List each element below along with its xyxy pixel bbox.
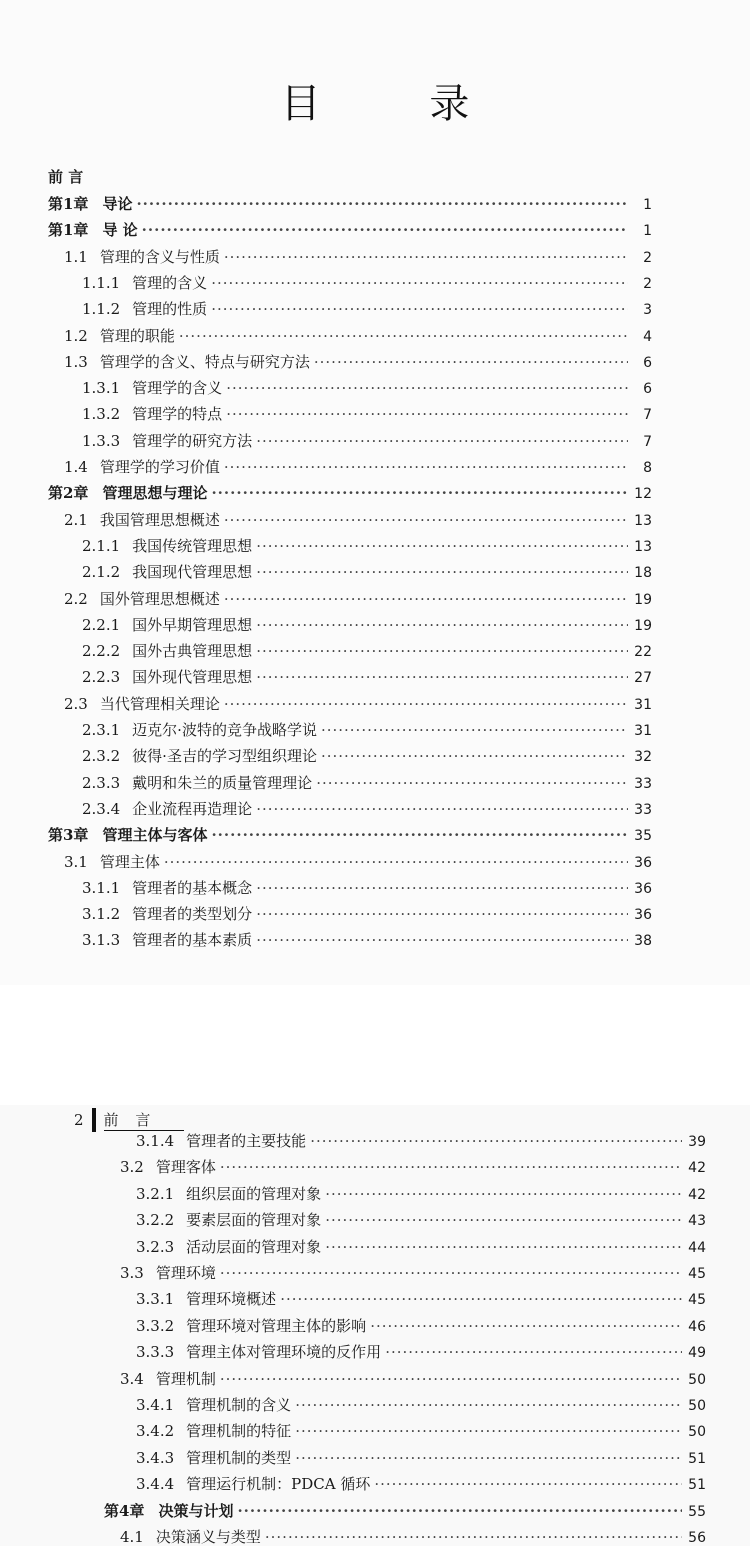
toc-leader-dots — [321, 747, 628, 765]
toc-leader-dots — [136, 195, 628, 213]
toc-leader-dots — [179, 327, 628, 345]
toc-leader-dots — [321, 721, 628, 739]
running-head-page-number: 2 — [74, 1111, 84, 1129]
toc-entry-page: 51 — [688, 1450, 706, 1467]
toc-entry — [64, 351, 652, 375]
toc-entry-page: 35 — [634, 828, 652, 845]
toc-entry — [136, 1473, 706, 1497]
toc-entry-title: 管理机制 — [155, 1369, 216, 1388]
toc-page-2 — [0, 1105, 750, 1546]
toc-entry — [82, 272, 652, 296]
toc-entry-page: 56 — [688, 1530, 706, 1546]
toc-entry-page: 31 — [634, 723, 652, 739]
toc-entry-page: 50 — [688, 1398, 706, 1414]
toc-entry-page: 42 — [688, 1186, 706, 1203]
toc-entry-title: 管理主体 — [99, 852, 160, 871]
toc-entry-number: 3.1 — [64, 852, 88, 871]
toc-entry-number: 1.3.2 — [82, 405, 121, 424]
toc-entry — [120, 1368, 706, 1392]
toc-entry — [120, 1262, 706, 1286]
toc-entry-page: 19 — [634, 617, 652, 634]
toc-entry-number: 3.4.2 — [136, 1422, 175, 1441]
toc-entry — [82, 798, 652, 822]
toc-entry — [64, 851, 652, 875]
toc-entry — [82, 877, 652, 901]
toc-entry — [48, 824, 652, 848]
toc-entry-page: 1 — [643, 197, 652, 213]
toc-entry-page: 3 — [643, 302, 652, 319]
toc-leader-dots — [256, 537, 628, 555]
toc-leader-dots — [256, 931, 628, 949]
toc-entry-title: 管理环境概述 — [186, 1290, 277, 1309]
toc-entry-page: 50 — [688, 1371, 706, 1388]
toc-entry — [82, 772, 652, 796]
toc-entry-title: 管理学的含义 — [132, 379, 223, 398]
toc-entry-number: 第3章 — [48, 826, 89, 845]
toc-entry-number: 第4章 — [104, 1501, 145, 1520]
toc-entry-number: 3.2.1 — [136, 1184, 175, 1203]
toc-entry-title: 管理机制的含义 — [186, 1396, 292, 1414]
toc-entry-number: 3.4.4 — [136, 1475, 175, 1494]
toc-entry-page: 32 — [634, 749, 652, 766]
toc-entry-title: 管理学的特点 — [132, 405, 223, 424]
toc-entry-number: 2.1 — [64, 510, 88, 529]
toc-leader-dots — [224, 590, 628, 608]
toc-entry — [64, 588, 652, 612]
toc-entry-title: 管理者的类型划分 — [132, 905, 253, 924]
toc-entry-page: 1 — [643, 223, 652, 240]
toc-entry — [104, 1500, 706, 1524]
toc-leader-dots — [280, 1290, 682, 1308]
toc-entry-title: 决策与计划 — [158, 1501, 234, 1520]
toc-leader-dots — [224, 511, 628, 529]
toc-leader-dots — [220, 1158, 682, 1176]
toc-leader-dots — [256, 432, 628, 450]
toc-entry-page: 12 — [634, 486, 652, 503]
toc-entry-title: 管理机制的特征 — [186, 1422, 292, 1441]
toc-entry-number: 3.1.1 — [82, 878, 121, 897]
toc-entry-number: 3.2.3 — [136, 1237, 175, 1256]
toc-entry — [48, 482, 652, 506]
toc-entry-title: 管理的含义 — [132, 273, 208, 292]
toc-entry-page: 2 — [643, 249, 652, 266]
toc-entry — [64, 246, 652, 270]
toc-entry-number: 3.3.1 — [136, 1290, 175, 1309]
toc-leader-dots — [295, 1422, 682, 1440]
toc-entry-number: 2.3 — [64, 694, 88, 713]
toc-entry-number: 1.2 — [64, 326, 88, 345]
toc-entry-title: 管理的性质 — [132, 300, 208, 319]
toc-entry-page: 38 — [634, 933, 652, 950]
toc-entry-title: 导论 — [102, 195, 133, 213]
toc-entry-number: 3.1.4 — [136, 1132, 175, 1150]
toc-entry — [136, 1447, 706, 1471]
toc-entry-number: 2.2.1 — [82, 615, 121, 634]
toc-entry — [136, 1183, 706, 1207]
toc-entry-page: 18 — [634, 565, 652, 582]
toc-entry — [136, 1209, 706, 1233]
toc-entry-page: 49 — [688, 1345, 706, 1362]
toc-leader-dots — [256, 800, 628, 818]
toc-leader-dots — [310, 1132, 682, 1150]
toc-leader-dots — [314, 353, 628, 371]
toc-entry-title: 我国现代管理思想 — [132, 563, 253, 582]
toc-leader-dots — [211, 300, 628, 318]
toc-entry-title: 管理主体与客体 — [102, 826, 208, 845]
toc-entry-page: 7 — [643, 433, 652, 450]
toc-entry — [82, 430, 652, 454]
toc-entry — [82, 614, 652, 638]
toc-leader-dots — [142, 221, 628, 239]
toc-entry-number: 2.2.2 — [82, 642, 121, 661]
toc-entry-page: 36 — [634, 880, 652, 897]
toc-entry-number: 2.1.2 — [82, 563, 121, 582]
toc-entry-page: 44 — [688, 1239, 706, 1256]
toc-entry — [136, 1341, 706, 1365]
toc-entry-page: 7 — [643, 407, 652, 424]
toc-entry-number: 第1章 — [48, 221, 89, 240]
toc-entry — [64, 456, 652, 480]
toc-entry-title: 导 论 — [102, 221, 138, 240]
toc-leader-dots — [265, 1528, 682, 1546]
toc-entry-page: 45 — [688, 1266, 706, 1282]
toc-entry-title: 企业流程再造理论 — [132, 799, 253, 818]
toc-entry-number: 第2章 — [48, 484, 89, 503]
toc-entry-title: 要素层面的管理对象 — [186, 1211, 322, 1230]
toc-entry — [82, 640, 652, 664]
toc-leader-dots — [256, 905, 628, 923]
toc-entry-number: 3.2 — [120, 1158, 144, 1177]
toc-entry — [136, 1236, 706, 1260]
toc-entry-number: 1.3 — [64, 352, 88, 371]
toc-entry — [82, 903, 652, 927]
toc-entry-page: 39 — [688, 1134, 706, 1150]
toc-entry — [136, 1288, 706, 1312]
toc-leader-dots — [220, 1264, 682, 1282]
toc-entry-title: 国外管理思想概述 — [99, 589, 220, 608]
toc-leader-dots — [256, 642, 628, 660]
toc-entry-title: 彼得·圣吉的学习型组织理论 — [132, 747, 317, 766]
toc-entry-page: 55 — [688, 1503, 706, 1520]
toc-leader-dots — [325, 1185, 682, 1203]
toc-leader-dots — [226, 379, 628, 397]
toc-entry-page: 31 — [634, 696, 652, 713]
toc-leader-dots — [211, 484, 628, 502]
toc-entry — [82, 719, 652, 743]
toc-preface: 前 言 — [48, 168, 84, 186]
toc-entry-title: 决策涵义与类型 — [155, 1528, 261, 1546]
toc-entry-number: 3.3.3 — [136, 1343, 175, 1362]
toc-entry-number: 2.2.3 — [82, 668, 121, 687]
toc-entry-page: 46 — [688, 1318, 706, 1335]
toc-entry-number: 2.2 — [64, 589, 88, 608]
toc-entry-title: 我国管理思想概述 — [99, 510, 220, 529]
page-gap — [0, 985, 750, 1105]
toc-entry-title: 国外现代管理思想 — [132, 668, 253, 687]
toc-entry — [82, 929, 652, 953]
toc-entry-title: 组织层面的管理对象 — [186, 1184, 322, 1203]
toc-entry — [82, 666, 652, 690]
toc-entry — [136, 1394, 706, 1418]
toc-leader-dots — [211, 826, 628, 844]
toc-entry-number: 3.3.2 — [136, 1316, 175, 1335]
toc-entry — [120, 1526, 706, 1546]
toc-entry — [82, 561, 652, 585]
toc-leader-dots — [316, 774, 628, 792]
toc-entry-title: 管理者的基本素质 — [132, 931, 253, 950]
toc-leader-dots — [226, 405, 628, 423]
toc-leader-dots — [295, 1449, 682, 1467]
toc-entry-title: 管理运行机制：PDCA 循环 — [186, 1475, 371, 1494]
toc-entry-number: 1.4 — [64, 458, 88, 476]
toc-entry — [136, 1130, 706, 1154]
toc-leader-dots — [295, 1396, 682, 1414]
toc-entry-page: 42 — [688, 1160, 706, 1177]
toc-entry-title: 管理思想与理论 — [102, 484, 208, 503]
toc-entry-number: 1.1.2 — [82, 300, 121, 319]
toc-entry — [64, 325, 652, 349]
toc-entry-title: 管理主体对管理环境的反作用 — [186, 1343, 382, 1362]
toc-title: 目 录 — [280, 81, 518, 127]
toc-leader-dots — [224, 695, 628, 713]
toc-leader-dots — [211, 274, 628, 292]
toc-entry-page: 51 — [688, 1477, 706, 1494]
toc-entry-number: 3.1.2 — [82, 905, 121, 924]
toc-entry — [136, 1420, 706, 1444]
toc-leader-dots — [256, 563, 628, 581]
toc-entry-page: 27 — [634, 670, 652, 687]
toc-leader-dots — [374, 1475, 682, 1493]
toc-entry-number: 1.3.3 — [82, 431, 121, 450]
toc-entry-page: 19 — [634, 591, 652, 608]
toc-leader-dots — [256, 879, 628, 897]
toc-entry-title: 国外早期管理思想 — [132, 615, 253, 634]
toc-entry — [64, 693, 652, 717]
toc-entry-page: 13 — [634, 538, 652, 555]
toc-entry-page: 8 — [643, 460, 652, 476]
toc-entry-number: 2.3.1 — [82, 721, 121, 739]
toc-entry-page: 2 — [643, 275, 652, 292]
toc-entry-title: 活动层面的管理对象 — [186, 1237, 322, 1256]
toc-leader-dots — [237, 1502, 682, 1520]
toc-entry-number: 4.1 — [120, 1528, 144, 1546]
toc-entry-title: 管理的职能 — [99, 326, 175, 345]
toc-entry — [82, 535, 652, 559]
toc-entry-title: 管理学的研究方法 — [132, 431, 253, 450]
toc-leader-dots — [325, 1211, 682, 1229]
toc-entry — [136, 1315, 706, 1339]
toc-leader-dots — [256, 668, 628, 686]
toc-entry-title: 管理者的主要技能 — [186, 1132, 307, 1150]
toc-entry-number: 2.3.3 — [82, 773, 121, 792]
toc-leader-dots — [325, 1238, 682, 1256]
toc-entry-title: 迈克尔·波特的竞争战略学说 — [132, 721, 317, 739]
toc-entry-title: 我国传统管理思想 — [132, 536, 253, 555]
toc-entry — [120, 1156, 706, 1180]
toc-entry-number: 3.2.2 — [136, 1211, 175, 1230]
toc-entry-page: 36 — [634, 854, 652, 871]
toc-entry-title: 管理者的基本概念 — [132, 878, 253, 897]
toc-entry — [48, 193, 652, 217]
toc-entry — [48, 219, 652, 243]
toc-entry-page: 13 — [634, 512, 652, 529]
toc-entry-number: 1.1 — [64, 247, 88, 266]
toc-entry-page: 22 — [634, 644, 652, 661]
toc-entry-number: 3.4.1 — [136, 1396, 175, 1414]
toc-entry-title: 当代管理相关理论 — [99, 694, 220, 713]
toc-entry — [82, 377, 652, 401]
toc-entry-page: 6 — [643, 354, 652, 371]
toc-entry-title: 管理环境 — [155, 1264, 216, 1282]
running-head-title: 前 言 — [104, 1109, 185, 1131]
toc-entry-title: 管理客体 — [155, 1158, 216, 1177]
toc-entry-page: 36 — [634, 907, 652, 924]
toc-entry-number: 2.1.1 — [82, 536, 121, 555]
toc-leader-dots — [224, 248, 628, 266]
toc-entry-title: 管理的含义与性质 — [99, 247, 220, 266]
toc-entry-page: 50 — [688, 1424, 706, 1441]
toc-entry-page: 43 — [688, 1213, 706, 1230]
running-head-bar — [92, 1108, 96, 1132]
toc-entry-page: 45 — [688, 1292, 706, 1309]
toc-entry — [82, 403, 652, 427]
toc-leader-dots — [224, 458, 628, 476]
toc-entry — [82, 298, 652, 322]
toc-leader-dots — [220, 1370, 682, 1388]
toc-leader-dots — [370, 1317, 682, 1335]
toc-entry-page: 4 — [643, 328, 652, 345]
toc-entry-number: 3.4 — [120, 1369, 144, 1388]
toc-entry-title: 管理学的含义、特点与研究方法 — [99, 352, 310, 371]
toc-leader-dots — [164, 853, 628, 871]
toc-leader-dots — [256, 616, 628, 634]
toc-entry-number: 第1章 — [48, 195, 89, 213]
toc-entry — [82, 745, 652, 769]
toc-entry-title: 管理环境对管理主体的影响 — [186, 1316, 367, 1335]
toc-entry-number: 3.4.3 — [136, 1448, 175, 1467]
toc-entry-number: 2.3.4 — [82, 799, 121, 818]
toc-leader-dots — [385, 1343, 682, 1361]
toc-entry-title: 管理机制的类型 — [186, 1448, 292, 1467]
toc-entry-number: 1.3.1 — [82, 379, 121, 398]
toc-entry-title: 戴明和朱兰的质量管理理论 — [132, 773, 313, 792]
toc-entry-number: 3.3 — [120, 1264, 144, 1282]
toc-entry-number: 3.1.3 — [82, 931, 121, 950]
toc-entry-number: 1.1.1 — [82, 273, 121, 292]
toc-entry-page: 33 — [634, 775, 652, 792]
toc-entry-title: 国外古典管理思想 — [132, 642, 253, 661]
toc-entry-title: 管理学的学习价值 — [99, 458, 220, 476]
toc-entry-page: 33 — [634, 801, 652, 818]
toc-entry-page: 6 — [643, 381, 652, 398]
toc-entry — [64, 509, 652, 533]
toc-entry-number: 2.3.2 — [82, 747, 121, 766]
